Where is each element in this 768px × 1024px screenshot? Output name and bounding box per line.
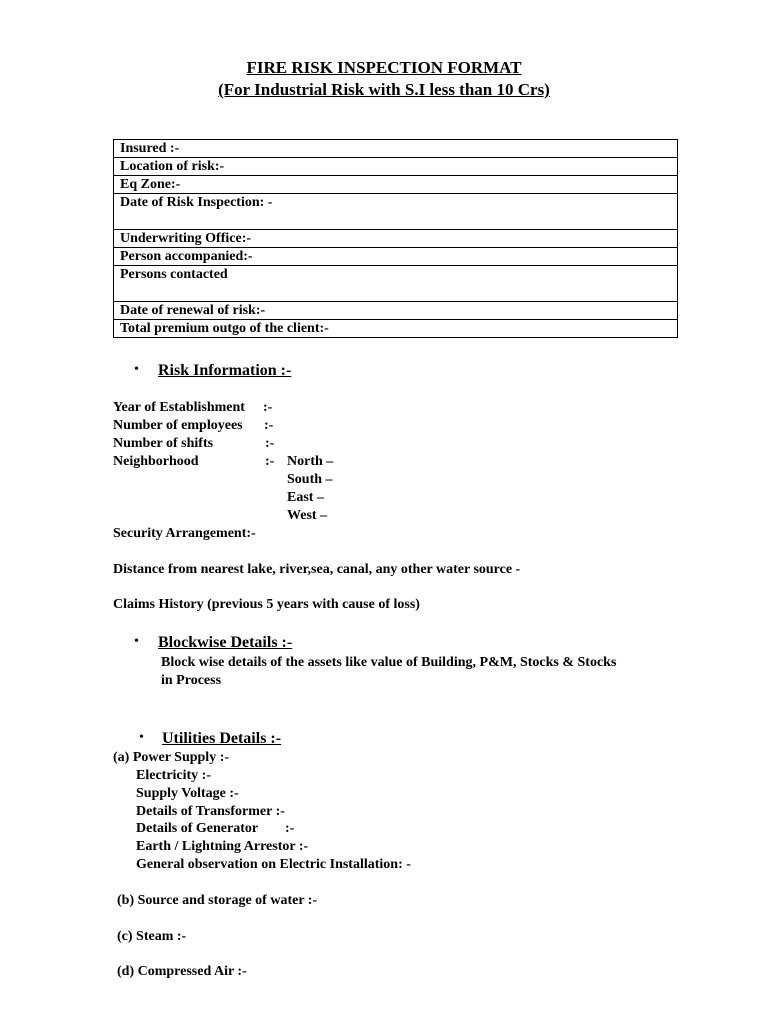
table-row — [114, 158, 678, 176]
table-cell-underwriting-office: Underwriting Office:- — [114, 230, 678, 248]
table-row — [114, 176, 678, 194]
table-row — [114, 230, 678, 248]
document-title: FIRE RISK INSPECTION FORMAT — [246, 58, 522, 77]
bullet-icon: • — [139, 730, 144, 745]
electricity-label: Electricity :- — [136, 768, 212, 783]
neighborhood-east: East – — [287, 490, 324, 505]
table-cell-total-premium: Total premium outgo of the client:- — [114, 320, 678, 338]
blockwise-details-line-1: Block wise details of the assets like value of Building, P&M, Stocks & Stocks — [161, 655, 617, 670]
table-cell-persons-contacted: Persons contacted — [114, 266, 678, 302]
power-supply-label: (a) Power Supply :- — [113, 750, 230, 765]
electric-installation-observation-label: General observation on Electric Installation: - — [136, 857, 411, 872]
insured-info-table — [113, 139, 678, 338]
table-cell-renewal-date: Date of renewal of risk:- — [114, 302, 678, 320]
risk-information-heading: Risk Information :- — [158, 362, 292, 379]
table-cell-eq-zone: Eq Zone:- — [114, 176, 678, 194]
table-row — [114, 302, 678, 320]
table-cell-location: Location of risk:- — [114, 158, 678, 176]
neighborhood-label: Neighborhood — [113, 454, 199, 469]
document-subtitle: (For Industrial Risk with S.I less than 10 Crs) — [218, 80, 550, 99]
utilities-details-heading: Utilities Details :- — [162, 730, 282, 747]
table-row — [114, 320, 678, 338]
earth-arrestor-label: Earth / Lightning Arrestor :- — [136, 839, 309, 854]
blockwise-details-line-2: in Process — [161, 673, 222, 688]
number-of-employees-label: Number of employees — [113, 418, 243, 433]
table-cell-person-accompanied: Person accompanied:- — [114, 248, 678, 266]
table-cell-insured: Insured :- — [114, 140, 678, 158]
security-arrangement-label: Security Arrangement:- — [113, 526, 256, 541]
claims-history-label: Claims History (previous 5 years with cause of loss) — [113, 597, 420, 612]
bullet-icon: • — [134, 362, 139, 377]
generator-details-separator: :- — [285, 821, 295, 836]
compressed-air-label: (d) Compressed Air :- — [117, 964, 247, 979]
table-row — [114, 140, 678, 158]
transformer-details-label: Details of Transformer :- — [136, 804, 285, 819]
number-of-employees-separator: :- — [264, 418, 274, 433]
neighborhood-separator: :- — [265, 454, 275, 469]
generator-details-label: Details of Generator — [136, 821, 259, 836]
bullet-icon: • — [134, 634, 139, 649]
year-of-establishment-separator: :- — [263, 400, 273, 415]
steam-label: (c) Steam :- — [117, 929, 187, 944]
table-row — [114, 248, 678, 266]
neighborhood-south: South – — [287, 472, 333, 487]
water-source-distance-label: Distance from nearest lake, river,sea, canal, any other water source - — [113, 562, 521, 577]
number-of-shifts-separator: :- — [265, 436, 275, 451]
table-cell-inspection-date: Date of Risk Inspection: - — [114, 194, 678, 230]
year-of-establishment-label: Year of Establishment — [113, 400, 245, 415]
water-source-storage-label: (b) Source and storage of water :- — [117, 893, 318, 908]
number-of-shifts-label: Number of shifts — [113, 436, 214, 451]
blockwise-details-heading: Blockwise Details :- — [158, 634, 293, 651]
supply-voltage-label: Supply Voltage :- — [136, 786, 239, 801]
neighborhood-west: West – — [287, 508, 328, 523]
table-row — [114, 194, 678, 230]
table-row — [114, 266, 678, 302]
neighborhood-north: North – — [287, 454, 334, 469]
